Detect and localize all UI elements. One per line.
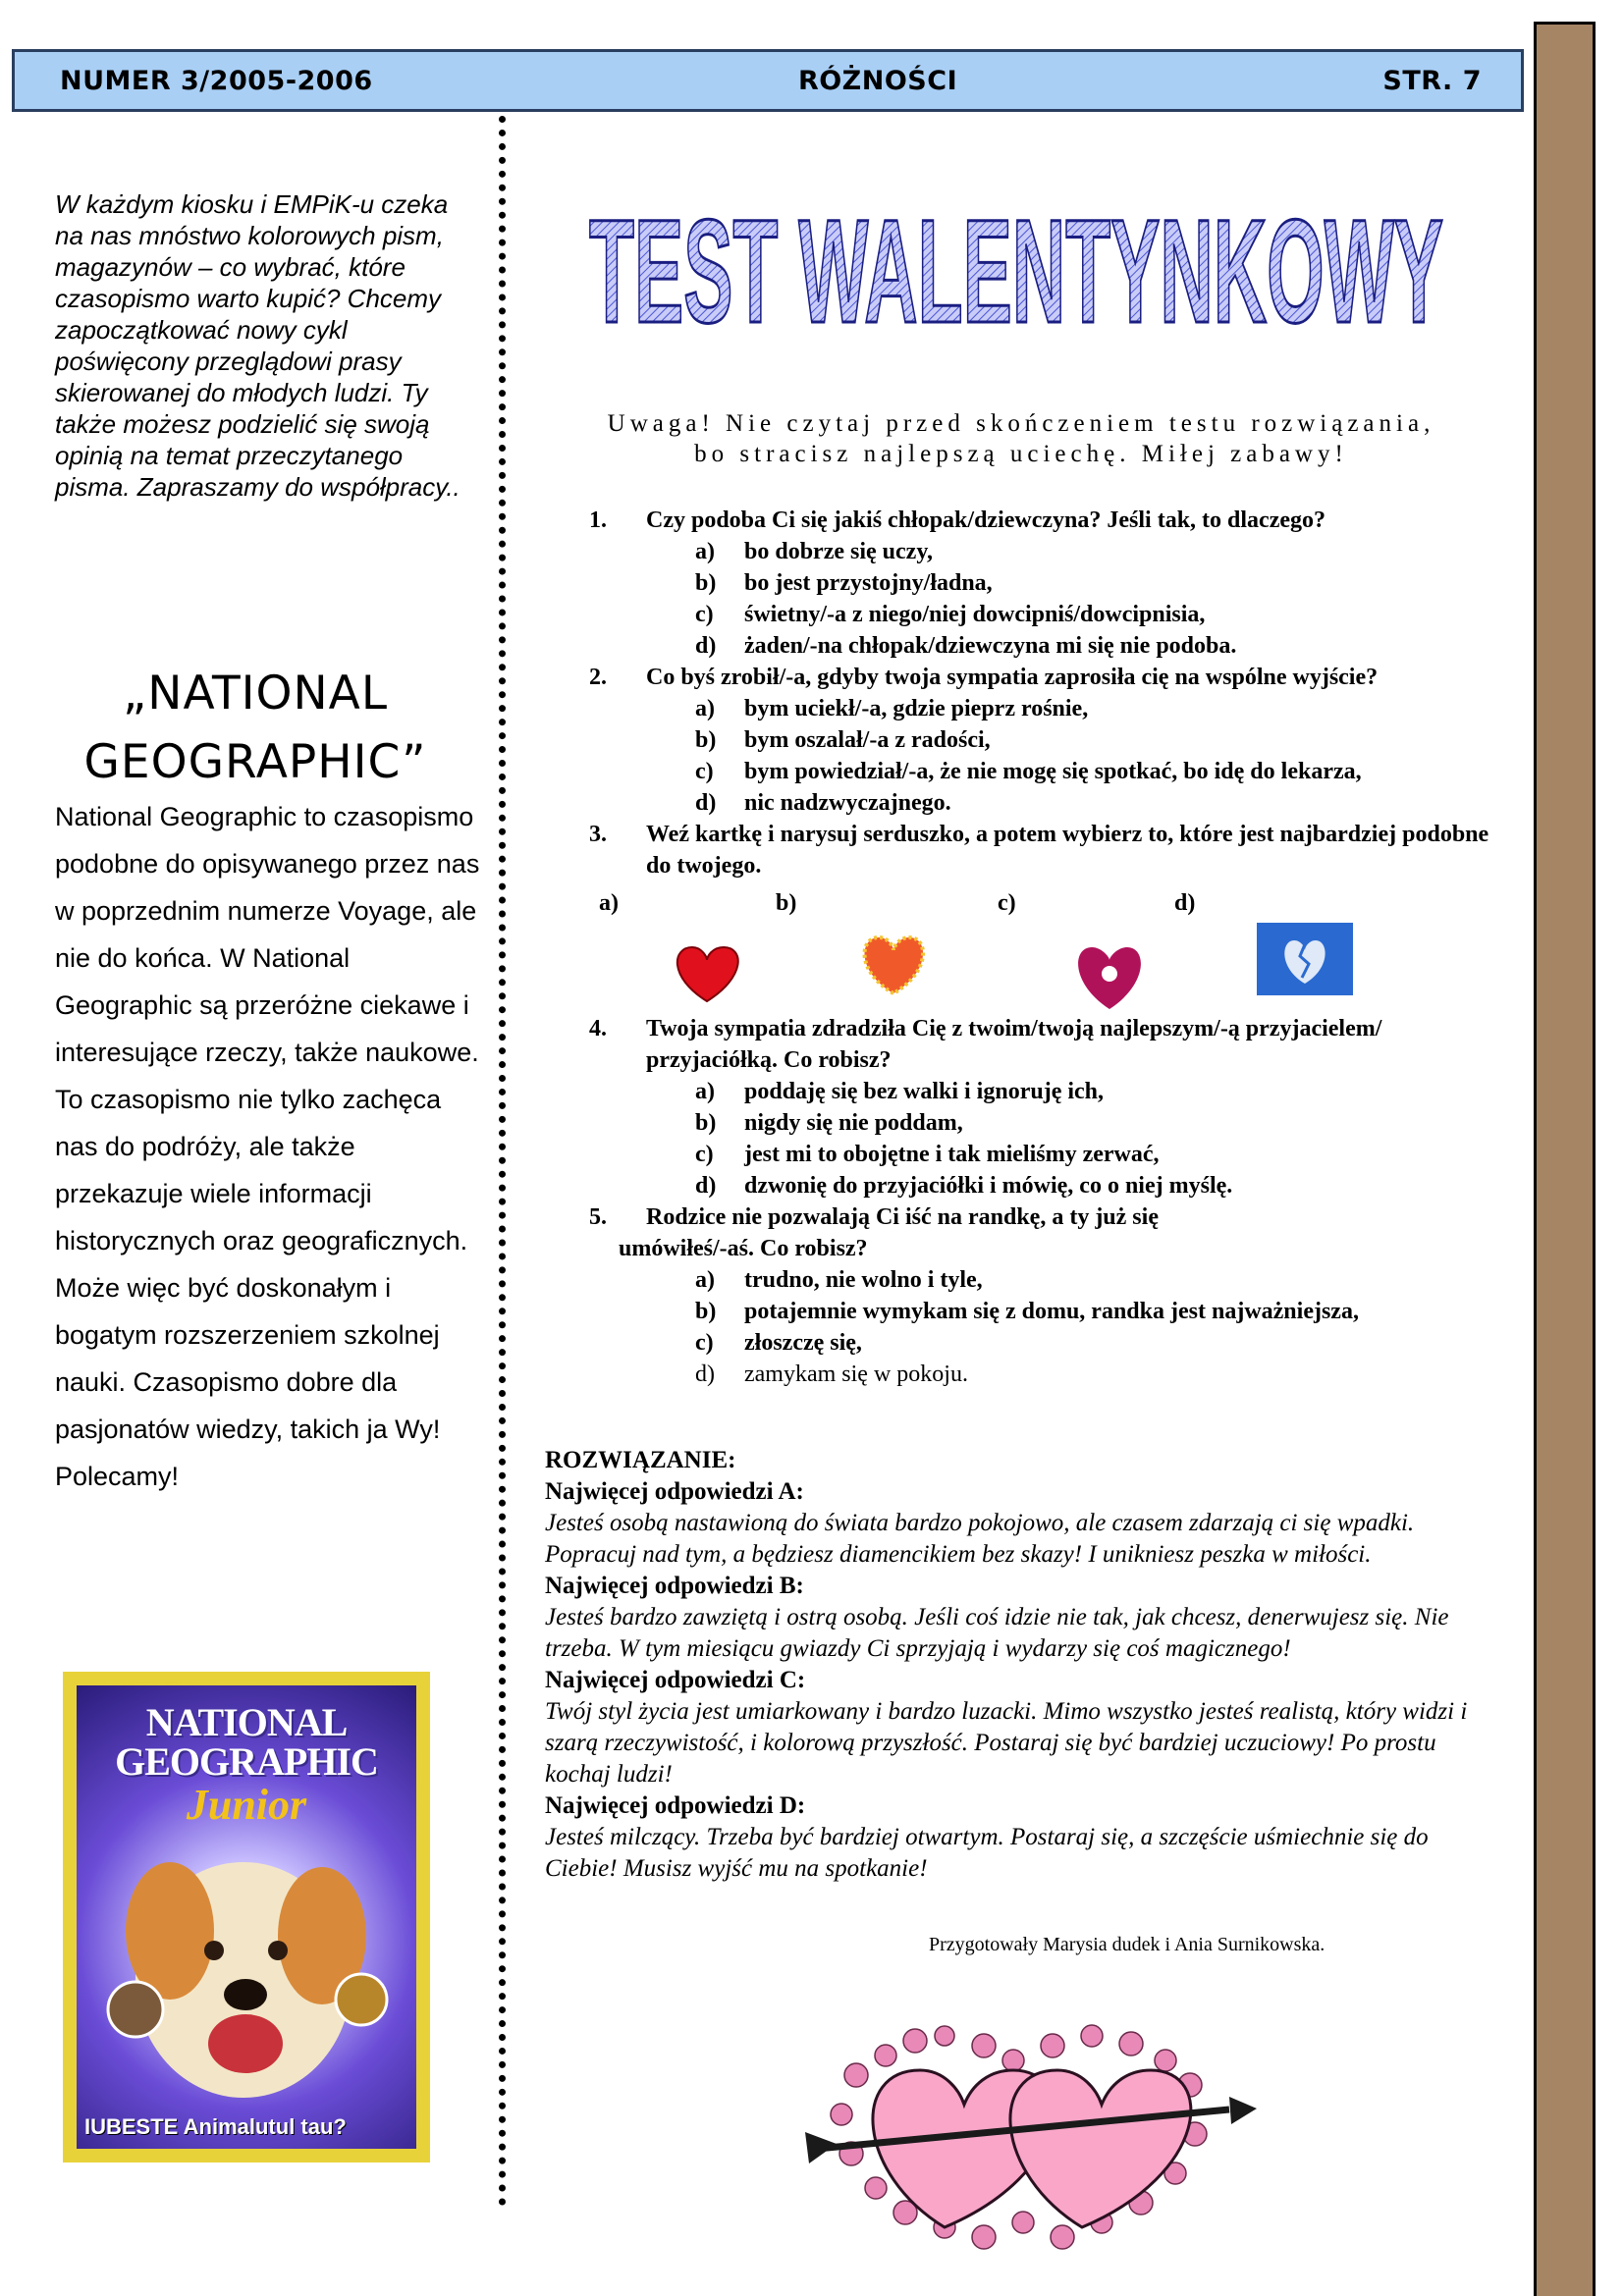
option-text: bo jest przystojny/ładna, <box>744 570 993 596</box>
solution-title: ROZWIĄZANIE: <box>545 1447 736 1473</box>
option-label: c) <box>695 602 714 627</box>
author-credit: Przygotowały Marysia dudek i Ania Surnikowska. <box>929 1934 1325 1955</box>
answer-option <box>695 1359 1492 1390</box>
question-2 <box>589 662 1492 693</box>
answer-option <box>695 1139 1492 1170</box>
article-title <box>39 660 471 797</box>
option-label: b) <box>695 1299 717 1324</box>
cover-bottom-text: IUBESTE Animalutul tau? <box>84 2114 347 2139</box>
question-text: Rodzice nie pozwalają Ci iść na randkę, a ty już się <box>646 1204 1159 1230</box>
magazine-cover-art <box>77 1685 416 2149</box>
issue-number: NUMER 3/2005-2006 <box>60 65 373 96</box>
option-label: d) <box>695 1173 717 1199</box>
option-text: żaden/-na chłopak/dziewczyna mi się nie podoba. <box>744 633 1237 659</box>
answer-option <box>695 599 1492 630</box>
answer-option <box>695 1170 1492 1201</box>
red-heart-icon <box>677 947 738 1001</box>
magazine-cover-image <box>63 1672 430 2163</box>
option-label: d) <box>695 633 717 659</box>
question-number: 5. <box>589 1204 607 1230</box>
question-text: Czy podoba Ci się jakiś chłopak/dziewczyna? Jeśli tak, to dlaczego? <box>646 507 1326 533</box>
option-label: c) <box>695 1142 714 1167</box>
option-label: c) <box>695 1330 714 1356</box>
option-text: bym oszalał/-a z radości, <box>744 727 991 753</box>
question-list <box>589 505 1492 1390</box>
article-title-line-2: GEOGRAPHIC” <box>83 735 427 789</box>
option-label: a) <box>695 539 715 564</box>
warning-line-2: bo stracisz najlepszą uciechę. Miłej zabawy! <box>694 441 1348 467</box>
answer-option <box>695 630 1492 662</box>
question-1 <box>589 505 1492 536</box>
solution-b-heading: Najwięcej odpowiedzi B: <box>545 1573 804 1599</box>
option-label: b) <box>695 1110 717 1136</box>
test-title <box>579 194 1453 347</box>
solution-d-text: Jesteś milczący. Trzeba być bardziej otwartym. Postaraj się, a szczęście uśmiechnie się do Ciebie! Musisz wyjść mu na spotkanie! <box>545 1824 1429 1882</box>
option-label: c) <box>695 759 714 784</box>
heart-label-c: c) <box>998 890 1016 916</box>
answer-option <box>695 1076 1492 1107</box>
heart-label-b: b) <box>776 890 797 916</box>
question-number: 4. <box>589 1016 607 1041</box>
answer-option <box>695 693 1492 724</box>
option-label: b) <box>695 727 717 753</box>
option-text: dzwonię do przyjaciółki i mówię, co o niej myślę. <box>744 1173 1233 1199</box>
page-number: STR. 7 <box>1382 65 1482 96</box>
option-text: poddaję się bez walki i ignoruję ich, <box>744 1079 1105 1104</box>
decorative-side-bar <box>1534 22 1596 2296</box>
option-label: d) <box>695 1362 715 1387</box>
cover-subtitle: Junior <box>186 1781 307 1829</box>
answer-option <box>695 1264 1492 1296</box>
solution-b-text: Jesteś bardzo zawziętą i ostrą osobą. Jeśli coś idzie nie tak, jak chcesz, denerwujesz się. Nie trzeba. W tym miesiącu gwiazdy Ci sprzyjają i wydarzy się coś magicznego! <box>545 1604 1449 1662</box>
heart-choice-labels <box>589 887 1492 923</box>
column-divider <box>499 116 506 2207</box>
cupid-heart-icon <box>1078 947 1141 1009</box>
option-text: bo dobrze się uczy, <box>744 539 933 564</box>
option-text: trudno, nie wolno i tyle, <box>744 1267 983 1293</box>
solution-a-heading: Najwięcej odpowiedzi A: <box>545 1478 804 1505</box>
article-body: National Geographic to czasopismo podobne do opisywanego przez nas w poprzednim numerze Voyage, ale nie do końca. W National Geographic są przeróżne ciekawe i interesujące rzeczy, także naukowe. To czasopismo nie tylko zachęca nas do podróży, ale także przekazuje wiele informacji historycznych oraz geograficznych. Może więc być doskonałym i bogatym rozszerzeniem szkolnej nauki. Czasopismo dobre dla pasjonatów wiedzy, takich ja Wy! Polecamy! <box>55 802 480 1491</box>
answer-option <box>695 756 1492 787</box>
option-label: a) <box>695 1267 715 1293</box>
option-text: złoszczę się, <box>744 1330 862 1356</box>
question-text: Weź kartkę i narysuj serduszko, a potem wybierz to, które jest najbardziej podobne do twojego. <box>646 822 1489 879</box>
heart-label-a: a) <box>599 890 619 916</box>
question-3 <box>589 819 1492 881</box>
solution-d-heading: Najwięcej odpowiedzi D: <box>545 1792 806 1819</box>
warning-line-1: Uwaga! Nie czytaj przed skończeniem testu rozwiązania, <box>607 410 1435 437</box>
option-text: świetny/-a z niego/niej dowcipniś/dowcipnisia, <box>744 602 1206 627</box>
answer-option <box>695 1107 1492 1139</box>
question-text-continued: umówiłeś/-aś. Co robisz? <box>619 1236 868 1261</box>
option-label: a) <box>695 696 715 721</box>
solution-section <box>545 1445 1488 1885</box>
cover-title: NATIONAL GEOGRAPHIC <box>115 1700 378 1784</box>
sparkly-heart-icon <box>865 937 924 993</box>
dog-illustration <box>77 1685 416 2149</box>
option-text: nic nadzwyczajnego. <box>744 790 951 816</box>
section-name: RÓŻNOŚCI <box>797 65 958 96</box>
question-text: Twoja sympatia zdradziła Cię z twoim/twoją najlepszym/-ą przyjacielem/ przyjaciółką. Co robisz? <box>646 1016 1382 1073</box>
answer-option <box>695 567 1492 599</box>
hearts-arrow-illustration <box>797 2016 1259 2252</box>
answer-option <box>695 1296 1492 1327</box>
question-number: 2. <box>589 665 607 690</box>
page-header <box>12 49 1524 112</box>
question-number: 1. <box>589 507 607 533</box>
solution-a-text: Jesteś osobą nastawioną do świata bardzo pokojowo, ale czasem zdarzają ci się wpadki. Popracuj nad tym, a będziesz diamencikiem bez skazy! I unikniesz peszka w miłości. <box>545 1510 1415 1568</box>
intro-paragraph: W każdym kiosku i EMPiK-u czeka na nas mnóstwo kolorowych pism, magazynów – co wybrać, które czasopismo warto kupić? Chcemy zapoczątkować nowy cykl poświęcony przeglądowi prasy skierowanej do młodych ludzi. Ty także możesz podzielić się swoją opinią na temat przeczytanego pisma. Zapraszamy do współpracy.. <box>55 189 460 502</box>
option-label: a) <box>695 1079 715 1104</box>
option-text: nigdy się nie poddam, <box>744 1110 963 1136</box>
option-text: bym powiedział/-a, że nie mogę się spotkać, bo idę do lekarza, <box>744 759 1362 784</box>
answer-option <box>695 724 1492 756</box>
option-text: potajemnie wymykam się z domu, randka jest najważniejsza, <box>744 1299 1359 1324</box>
question-text: Co byś zrobił/-a, gdyby twoja sympatia zaprosiła cię na wspólne wyjście? <box>646 665 1379 690</box>
solution-c-heading: Najwięcej odpowiedzi C: <box>545 1667 806 1693</box>
option-label: b) <box>695 570 717 596</box>
article-title-line-1: „NATIONAL <box>122 667 389 721</box>
option-text: zamykam się w pokoju. <box>744 1362 968 1387</box>
heart-choices <box>589 923 1492 1013</box>
option-text: jest mi to obojętne i tak mieliśmy zerwać, <box>744 1142 1160 1167</box>
option-text: bym uciekł/-a, gdzie pieprz rośnie, <box>744 696 1089 721</box>
answer-option <box>695 787 1492 819</box>
heart-label-d: d) <box>1174 890 1196 916</box>
answer-option <box>695 536 1492 567</box>
answer-option <box>695 1327 1492 1359</box>
question-5 <box>589 1201 1492 1233</box>
solution-c-text: Twój styl życia jest umiarkowany i bardzo luzacki. Mimo wszystko jesteś realistą, który widzi i szarą rzeczywistość, i kolorową przyszłość. Postaraj się być bardziej uczuciowy! Po prostu kochaj ludzi! <box>545 1698 1468 1788</box>
option-label: d) <box>695 790 717 816</box>
warning-text <box>545 408 1497 469</box>
question-4 <box>589 1013 1492 1076</box>
test-title-text: TEST WALENTYNKOWY <box>589 194 1443 342</box>
question-number: 3. <box>589 822 607 847</box>
broken-heart-icon <box>1257 923 1353 995</box>
